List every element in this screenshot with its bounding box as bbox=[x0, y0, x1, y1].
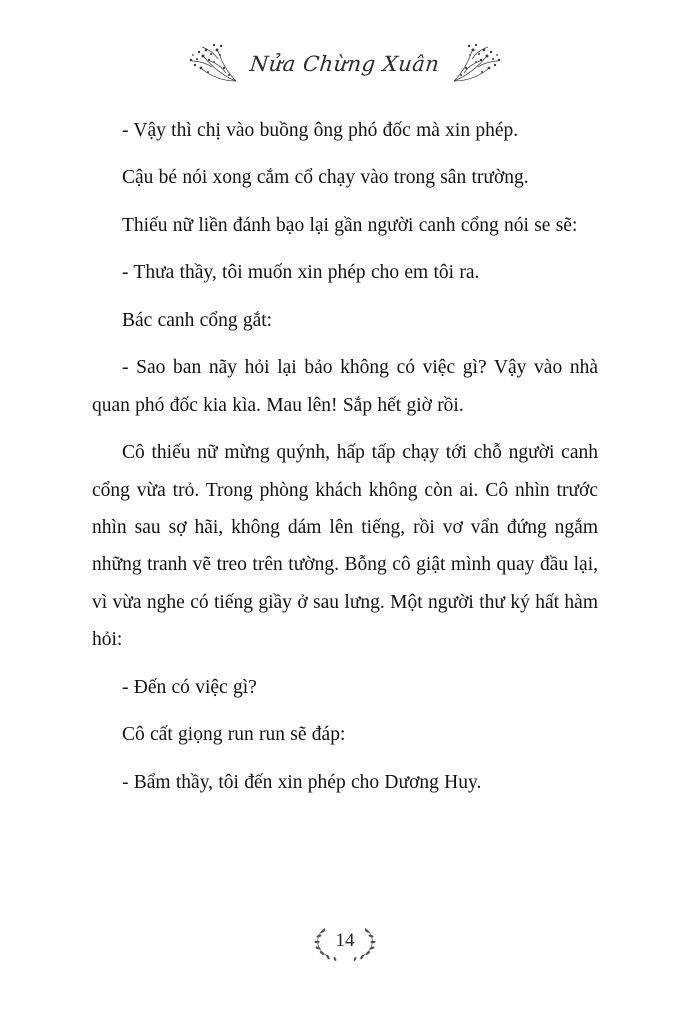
paragraph: - Vậy thì chị vào buồng ông phó đốc mà xin phép. bbox=[122, 120, 519, 141]
paragraph: Cậu bé nói xong cắm cổ chạy vào trong sân trường. bbox=[122, 167, 529, 189]
floral-sprig-right-icon bbox=[448, 41, 506, 87]
paragraph: Bác canh cổng gắt: bbox=[122, 309, 273, 331]
paragraph: Cô thiếu nữ mừng quýnh, hấp tấp chạy tới chỗ người canh cổng vừa trỏ. Trong phòng khách không còn ai. Cô nhìn trước nhìn sau sợ hãi, không dám lên tiếng, rồi vơ vẩn đứng ngắm những tranh vẽ treo trên tường. Bỗng cô giật mình quay đầu lại, vì vừa nghe có tiếng giầy ở sau lưng. Một người thư ký hất hàm hỏi: bbox=[92, 442, 598, 651]
paragraph: - Thưa thầy, tôi muốn xin phép cho em tôi ra. bbox=[122, 262, 480, 284]
page-header bbox=[0, 34, 690, 94]
page-number: 14 bbox=[335, 930, 355, 951]
floral-sprig-left-icon bbox=[184, 41, 242, 87]
paragraph: Thiếu nữ liền đánh bạo lại gần người canh cổng nói se sẽ: bbox=[122, 214, 578, 236]
paragraph: - Bẩm thầy, tôi đến xin phép cho Dương Huy. bbox=[122, 771, 482, 793]
page-number-ornament bbox=[297, 914, 393, 968]
paragraph: - Đến có việc gì? bbox=[122, 676, 257, 698]
page-content bbox=[92, 112, 598, 902]
book-title: Nửa Chừng Xuân bbox=[249, 52, 441, 76]
page-footer bbox=[0, 902, 690, 1024]
paragraph: Cô cất giọng run run sẽ đáp: bbox=[122, 724, 346, 746]
paragraph: - Sao ban nãy hỏi lại bảo không có việc gì? Vậy vào nhà quan phó đốc kia kìa. Mau lên! Sắp hết giờ rồi. bbox=[92, 357, 598, 416]
